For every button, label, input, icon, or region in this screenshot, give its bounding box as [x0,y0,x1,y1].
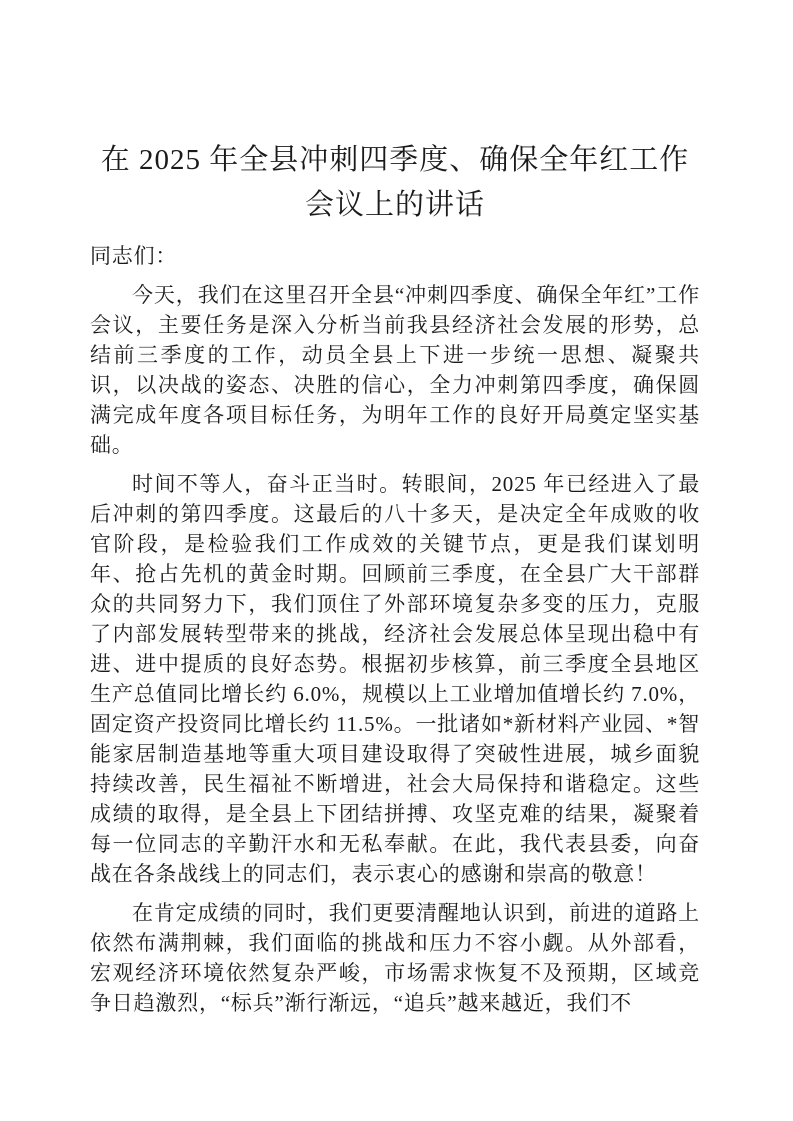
title-line-1: 在 2025 年全县冲刺四季度、确保全年红工作 [100,144,690,176]
salutation: 同志们： [90,244,178,268]
title-line-2: 会议上的讲话 [304,189,485,221]
paragraph-challenges: 在肯定成绩的同时，我们更要清醒地认识到，前进的道路上依然布满荆棘，我们面临的挑战和压力不容小觑。从外部看，宏观经济环境依然复杂严峻，市场需求恢复不及预期，区域竞争日趋激烈，“标兵”渐行渐远，“追兵”越来越近，我们不 [90,901,700,1015]
paragraph-opening: 今天，我们在这里召开全县“冲刺四季度、确保全年红”工作会议，主要任务是深入分析当前我县经济社会发展的形势，总结前三季度的工作，动员全县上下进一步统一思想、凝聚共识，以决战的姿态、决胜的信心，全力冲刺第四季度，确保圆满完成年度各项目标任务，为明年工作的良好开局奠定坚实基础。 [90,283,700,457]
paragraph-achievements: 时间不等人，奋斗正当时。转眼间，2025 年已经进入了最后冲刺的第四季度。这最后的八十多天，是决定全年成败的收官阶段，是检验我们工作成效的关键节点，更是我们谋划明年、抢占先机的黄金时期。回顾前三季度，在全县广大干部群众的共同努力下，我们顶住了外部环境复杂多变的压力，克服了内部发展转型带来的挑战，经济社会发展总体呈现出稳中有进、进中提质的良好态势。根据初步核算，前三季度全县地区生产总值同比增长约 6.0%，规模以上工业增加值增长约 7.0%，固定资产投资同比增长约 11.5%。一批诸如*新材料产业园、*智能家居制造基地等重大项目建设取得了突破性进展，城乡面貌持续改善，民生福祉不断增进，社会大局保持和谐稳定。这些成绩的取得，是全县上下团结拼搏、攻坚克难的结果，凝聚着每一位同志的辛勤汗水和无私奉献。在此，我代表县委，向奋战在各条战线上的同志们，表示衷心的感谢和崇高的敬意！ [90,472,700,886]
document-title [90,138,700,228]
